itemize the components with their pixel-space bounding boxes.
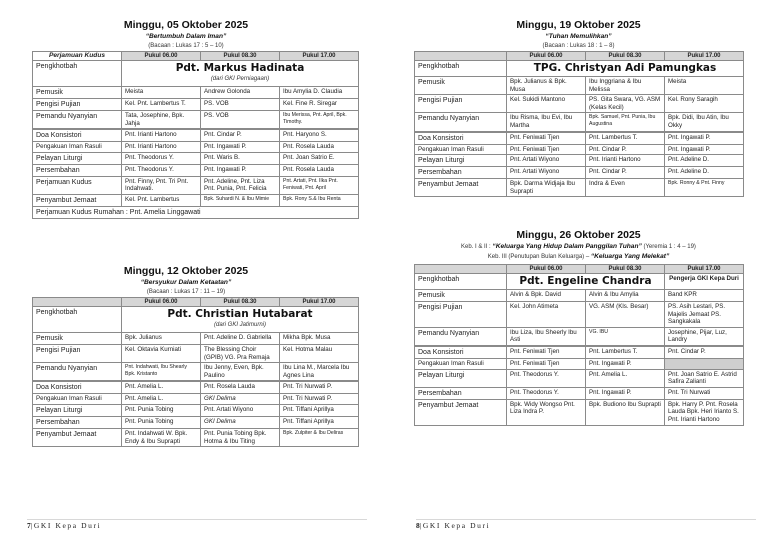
cell: Kel. Pnt. Lambertus T.	[122, 99, 201, 111]
role-label: Pengkhotbah	[415, 274, 507, 290]
section-theme: “Bersyukur Dalam Ketaatan”	[140, 279, 232, 286]
footer-divider	[27, 519, 367, 520]
cell: Pnt. Indahwati W. Bpk. Endy & Ibu Suprapti	[122, 428, 201, 446]
section-theme: “Bertumbuh Dalam Iman”	[145, 33, 227, 40]
cell: Pnt. Tri Nurwati P.	[280, 381, 359, 394]
table-row	[33, 152, 359, 164]
section-reading: (Bacaan : Lukas 17 : 11 – 19)	[146, 289, 226, 295]
cell: Pnt. Ingawati P.	[665, 132, 744, 145]
cell: Pnt. Ingawati P.	[665, 144, 744, 155]
preacher-cell	[122, 307, 359, 333]
cell: Ibu Inggriana & Ibu Melissa	[586, 77, 665, 95]
subtitle-prefix: Keb. III (Penutupan Bulan Keluarga) –	[487, 254, 590, 260]
header-blank	[415, 265, 507, 274]
page-number: 8	[416, 521, 420, 530]
role-label: Perjamuan Kudus	[33, 176, 122, 194]
cell: Bpk. Budiono Ibu Suprapti	[586, 399, 665, 425]
page-footer	[27, 521, 101, 530]
cell: Pnt. Indahwati, Ibu Shearly Bpk. Kristanto	[122, 363, 201, 382]
cell: Tata, Josephine, Bpk. Jahja	[122, 111, 201, 130]
role-label: Doa Konsistori	[415, 346, 507, 359]
subtitle-theme: “Keluarga Yang Melekat”	[590, 253, 670, 260]
cell: Pnt. Ingawati P.	[201, 142, 280, 153]
header-time: Pukul 08.30	[201, 52, 280, 61]
role-label: Pelayan Liturgi	[33, 404, 122, 416]
role-label: Pemusik	[415, 290, 507, 302]
cell: Pnt. Amelia L.	[122, 394, 201, 405]
preacher-origin: (dari GKI Jatimurni)	[213, 322, 266, 328]
cell: Pnt. Feniwati Tjen	[507, 346, 586, 359]
table-row	[33, 416, 359, 428]
cell: Kel. Sukidi Mantono	[507, 95, 586, 113]
cell: Kel. Rony Saragih	[665, 95, 744, 113]
cell: Bpk. Ronny & Pnt. Finny	[665, 179, 744, 197]
section-title: Minggu, 12 Oktober 2025	[123, 265, 249, 277]
role-label: Pengakuan Iman Rasuli	[33, 142, 122, 153]
cell: Pnt. Adeline D.	[665, 155, 744, 167]
subtitle-prefix: Keb. I & II :	[461, 244, 491, 250]
cell: Pnt. Ingawati P.	[586, 387, 665, 399]
section-title: Minggu, 19 Oktober 2025	[516, 19, 641, 31]
cell: Pnt. Feniwati Tjen	[507, 144, 586, 155]
role-label: Doa Konsistori	[33, 381, 122, 394]
preacher-row	[415, 274, 744, 290]
table-row	[415, 179, 744, 197]
cell: Pnt. Feniwati Tjen	[507, 358, 586, 369]
cell: Pnt. Artati Wiyono	[201, 404, 280, 416]
table-header-row	[33, 52, 359, 61]
preacher-row	[33, 61, 359, 87]
role-label: Pelayan Liturgi	[33, 152, 122, 164]
role-label: Penyambut Jemaat	[33, 194, 122, 206]
role-label: Pemusik	[33, 87, 122, 99]
role-label: Pemandu Nyanyian	[415, 327, 507, 346]
cell: Kel. Pnt. Lambertus	[122, 194, 201, 206]
page-footer	[416, 521, 490, 530]
cell: Pnt. Tiffani Aprillya	[280, 404, 359, 416]
header-label: Perjamuan Kudus	[33, 52, 122, 61]
cell: Bpk. Zulpiter & Ibu Deliras	[280, 428, 359, 446]
cell: Pnt. Adeline, Pnt. Liza Pnt. Punia, Pnt. Felicia	[201, 176, 280, 194]
cell: Pnt. Theodorus Y.	[122, 164, 201, 176]
schedule-section-12-oktober	[32, 265, 350, 447]
cell: Ibu Lina M., Marcela Ibu Agnes Lina	[280, 363, 359, 382]
table-row	[415, 155, 744, 167]
cell: VG. IBU	[586, 327, 665, 346]
preacher-row	[415, 61, 744, 77]
preacher-side-note: Pengerja GKI Kepa Duri	[665, 274, 744, 290]
cell: Bpk. Darma Widjaja Ibu Suprapti	[507, 179, 586, 197]
table-row	[415, 399, 744, 425]
cell: Pnt. Finny, Pnt. Tri Pnt. Indahwati.	[122, 176, 201, 194]
schedule-section-05-oktober	[32, 19, 347, 219]
cell: Pnt. Punia Tobing Bpk. Hotma & Ibu Titing	[201, 428, 280, 446]
page-number: 7	[27, 521, 31, 530]
header-time: Pukul 06.00	[507, 265, 586, 274]
table-row	[33, 345, 359, 363]
page-8	[384, 0, 768, 543]
cell: Pnt. Theodorus Y.	[122, 152, 201, 164]
cell: Pnt. Tiffani Aprillya	[280, 416, 359, 428]
footer-org: GKI Kepa Duri	[33, 521, 102, 530]
cell: Pnt. Punia Tobing	[122, 404, 201, 416]
header-time: Pukul 08.30	[586, 52, 665, 61]
preacher-cell	[507, 274, 665, 290]
role-label: Pemandu Nyanyian	[415, 113, 507, 132]
cell: Pnt. Rosela Lauda	[280, 142, 359, 153]
table-row	[415, 327, 744, 346]
role-label: Penyambut Jemaat	[415, 399, 507, 425]
role-label: Doa Konsistori	[33, 129, 122, 142]
cell: Pnt. Lambertus T.	[586, 132, 665, 145]
section-title: Minggu, 05 Oktober 2025	[123, 19, 249, 31]
cell: Bpk. Didi, Ibu Atin, Ibu Okky	[665, 113, 744, 132]
role-label: Pemusik	[33, 333, 122, 345]
section-reading: (Bacaan : Lukas 17 : 5 – 10)	[148, 43, 224, 49]
cell: Pnt. Theodorus Y.	[507, 387, 586, 399]
cell: Band KPR	[665, 290, 744, 302]
table-row	[415, 113, 744, 132]
schedule-section-19-oktober	[414, 19, 743, 197]
cell: Pnt. Irianti Hartono	[586, 155, 665, 167]
cell: Bpk. Julianus	[122, 333, 201, 345]
role-label: Pengakuan Iman Rasuli	[415, 358, 507, 369]
section-subtitle-services-1-2	[414, 242, 743, 252]
cell: Bpk. Suhardi N. & Ibu Mimie	[201, 194, 280, 206]
cell: The Blessing Choir (GPIB) VG. Pra Remaja	[201, 345, 280, 363]
cell: Bpk. Julianus & Bpk. Musa	[507, 77, 586, 95]
cell: Pnt. Tri Nurwati	[665, 387, 744, 399]
role-label: Pengkhotbah	[33, 61, 122, 87]
table-row	[33, 394, 359, 405]
cell: Pnt. Cindar P.	[201, 129, 280, 142]
role-label: Pengisi Pujian	[415, 302, 507, 328]
cell: PS. Asih Lestari, PS. Majelis Jemaat PS. Sangkakala	[665, 302, 744, 328]
role-label: Pengakuan Iman Rasuli	[415, 144, 507, 155]
table-row	[33, 363, 359, 382]
footer-org: GKI Kepa Duri	[422, 521, 491, 530]
table-row	[415, 290, 744, 302]
cell: Pnt. Rosela Lauda	[280, 164, 359, 176]
cell: Pnt. Punia Tobing	[122, 416, 201, 428]
cell: PS. Gita Swara, VG. ASM (Kelas Kecil)	[586, 95, 665, 113]
table-row	[33, 194, 359, 206]
cell: Ibu Risma, Ibu Evi, Ibu Martha	[507, 113, 586, 132]
cell: Pnt. Feniwati Tjen	[507, 132, 586, 145]
table-row	[415, 167, 744, 179]
header-time: Pukul 06.00	[122, 298, 201, 307]
cell: Pnt. Rosela Lauda	[201, 381, 280, 394]
section-title: Minggu, 26 Oktober 2025	[516, 229, 641, 241]
role-label: Penyambut Jemaat	[33, 428, 122, 446]
preacher-name: TPG. Christyan Adi Pamungkas	[533, 62, 717, 74]
cell: Pnt. Ingawati P.	[201, 164, 280, 176]
table-row	[33, 111, 359, 130]
preacher-name: Pdt. Markus Hadinata	[175, 62, 305, 74]
table-header-row	[415, 265, 744, 274]
cell: Bpk. Rony S.& Ibu Renta	[280, 194, 359, 206]
cell: Pnt. Cindar P.	[586, 144, 665, 155]
cell: Bpk. Widy Wongso Pnt. Liza Indra P.	[507, 399, 586, 425]
role-label: Pengakuan Iman Rasuli	[33, 394, 122, 405]
role-label: Pelayan Liturgi	[415, 155, 507, 167]
preacher-cell	[122, 61, 359, 87]
cell: Pnt. Tri Nurwati P.	[280, 394, 359, 405]
table-row	[415, 369, 744, 387]
cell: Pnt. Cindar P.	[586, 167, 665, 179]
table-header-row	[415, 52, 744, 61]
cell: GKI Delima	[201, 416, 280, 428]
preacher-name: Pdt. Engeline Chandra	[519, 275, 652, 287]
cell: Pnt. Artati, Pnt. Ilka Pnt. Feniwati, Pnt. April	[280, 176, 359, 194]
cell: Ibu Liza, Ibu Sheerly Ibu Asti	[507, 327, 586, 346]
cell: Josephine, Pijar, Luz, Landry	[665, 327, 744, 346]
footer-divider	[416, 519, 756, 520]
role-label: Pengkhotbah	[33, 307, 122, 333]
role-label: Penyambut Jemaat	[415, 179, 507, 197]
preacher-name: Pdt. Christian Hutabarat	[167, 308, 313, 320]
note-row	[33, 206, 359, 218]
cell: Pnt. Adeline D. Gabriella	[201, 333, 280, 345]
section-subtitle-service-3	[414, 252, 743, 262]
cell: Mikha Bpk. Musa	[280, 333, 359, 345]
cell: Pnt. Irianti Hartono	[122, 129, 201, 142]
schedule-table	[414, 264, 744, 426]
cell: Kel. John Atimeta	[507, 302, 586, 328]
cell: Kel. Hotma Malau	[280, 345, 359, 363]
role-label: Pemandu Nyanyian	[33, 363, 122, 382]
role-label: Pemusik	[415, 77, 507, 95]
section-theme: “Tuhan Memulihkan”	[545, 33, 612, 40]
header-time: Pukul 17.00	[280, 52, 359, 61]
table-row	[33, 381, 359, 394]
role-label: Doa Konsistori	[415, 132, 507, 145]
table-row	[415, 77, 744, 95]
table-row	[415, 95, 744, 113]
header-time: Pukul 06.00	[507, 52, 586, 61]
cell: Pnt. Amelia L.	[122, 381, 201, 394]
header-time: Pukul 17.00	[665, 265, 744, 274]
cell: Pnt. Artati Wiyono	[507, 155, 586, 167]
table-row	[415, 302, 744, 328]
header-time: Pukul 17.00	[280, 298, 359, 307]
cell: VG. ASM (Kls. Besar)	[586, 302, 665, 328]
cell: Pnt. Joan Satrio E.	[280, 152, 359, 164]
cell: Pnt. Haryono S.	[280, 129, 359, 142]
table-row	[33, 164, 359, 176]
role-label: Pengkhotbah	[415, 61, 507, 77]
table-row	[33, 87, 359, 99]
header-time: Pukul 06.00	[122, 52, 201, 61]
cell: Pnt. Adeline D.	[665, 167, 744, 179]
cell: Pnt. Artati Wiyono	[507, 167, 586, 179]
footer-separator: |	[30, 521, 34, 530]
role-label: Persembahan	[415, 167, 507, 179]
cell: Pnt. Lambertus T.	[586, 346, 665, 359]
cell: Kel. Oktavia Kurniati	[122, 345, 201, 363]
cell: Pnt. Ingawati P.	[586, 358, 665, 369]
table-row	[33, 129, 359, 142]
cell: Ibu Amylia D. Claudia	[280, 87, 359, 99]
cell: PS. VOB	[201, 99, 280, 111]
cell: PS. VOB	[201, 111, 280, 130]
cell: Alvin & Ibu Amylia	[586, 290, 665, 302]
table-row	[33, 99, 359, 111]
role-label: Persembahan	[415, 387, 507, 399]
schedule-table	[32, 297, 359, 447]
footer-separator: |	[419, 521, 423, 530]
header-blank	[33, 298, 122, 307]
header-time: Pukul 08.30	[201, 298, 280, 307]
table-row	[415, 387, 744, 399]
table-row	[415, 346, 744, 359]
cell: Bpk. Samuel, Pnt. Punia, Ibu Augustina	[586, 113, 665, 132]
cell: Pnt. Waris B.	[201, 152, 280, 164]
table-row	[33, 176, 359, 194]
role-label: Pengisi Pujian	[33, 345, 122, 363]
preacher-cell	[507, 61, 744, 77]
section-reading: (Bacaan : Lukas 18 : 1 – 8)	[542, 43, 615, 49]
cell: Andrew Golonda	[201, 87, 280, 99]
role-label: Persembahan	[33, 164, 122, 176]
cell: Ibu Jenny, Even, Bpk. Paulino	[201, 363, 280, 382]
role-label: Pengisi Pujian	[415, 95, 507, 113]
cell: Alvin & Bpk. David	[507, 290, 586, 302]
table-row	[415, 144, 744, 155]
cell: Ibu Merissa, Pnt. April, Bpk. Timothy.	[280, 111, 359, 130]
role-label: Pengisi Pujian	[33, 99, 122, 111]
preacher-row	[33, 307, 359, 333]
role-label: Persembahan	[33, 416, 122, 428]
cell: Kel. Fine R. Siregar	[280, 99, 359, 111]
table-row	[415, 132, 744, 145]
cell: Indra & Even	[586, 179, 665, 197]
table-row	[33, 404, 359, 416]
cell: Pnt. Joan Satrio E. Astrid Safira Zalianti	[665, 369, 744, 387]
header-time: Pukul 17.00	[665, 52, 744, 61]
cell-empty	[665, 358, 744, 369]
role-label: Pelayan Liturgi	[415, 369, 507, 387]
preacher-origin: (dari GKI Perniagaan)	[210, 76, 270, 82]
cell: Pnt. Amelia L.	[586, 369, 665, 387]
cell: Pnt. Cindar P.	[665, 346, 744, 359]
schedule-table	[32, 51, 359, 219]
cell: Bpk. Harry P. Pnt. Rosela Lauda Bpk. Heri Irianto S. Pnt. Irianti Hartono	[665, 399, 744, 425]
home-communion-note: Perjamuan Kudus Rumahan : Pnt. Amelia Linggawati	[33, 206, 359, 218]
table-row	[33, 142, 359, 153]
subtitle-reading: (Yeremia 1 : 4 – 19)	[643, 244, 696, 250]
cell: Meista	[122, 87, 201, 99]
role-label: Pemandu Nyanyian	[33, 111, 122, 130]
cell: Meista	[665, 77, 744, 95]
table-row	[415, 358, 744, 369]
table-row	[33, 428, 359, 446]
table-row	[33, 333, 359, 345]
header-time: Pukul 08.30	[586, 265, 665, 274]
cell: GKI Delima	[201, 394, 280, 405]
schedule-table	[414, 51, 744, 197]
table-header-row	[33, 298, 359, 307]
cell: Pnt. Theodorus Y.	[507, 369, 586, 387]
schedule-section-26-oktober	[414, 229, 743, 426]
cell: Pnt. Irianti Hartono	[122, 142, 201, 153]
header-blank	[415, 52, 507, 61]
subtitle-theme: “Keluarga Yang Hidup Dalam Panggilan Tuhan”	[492, 243, 642, 250]
